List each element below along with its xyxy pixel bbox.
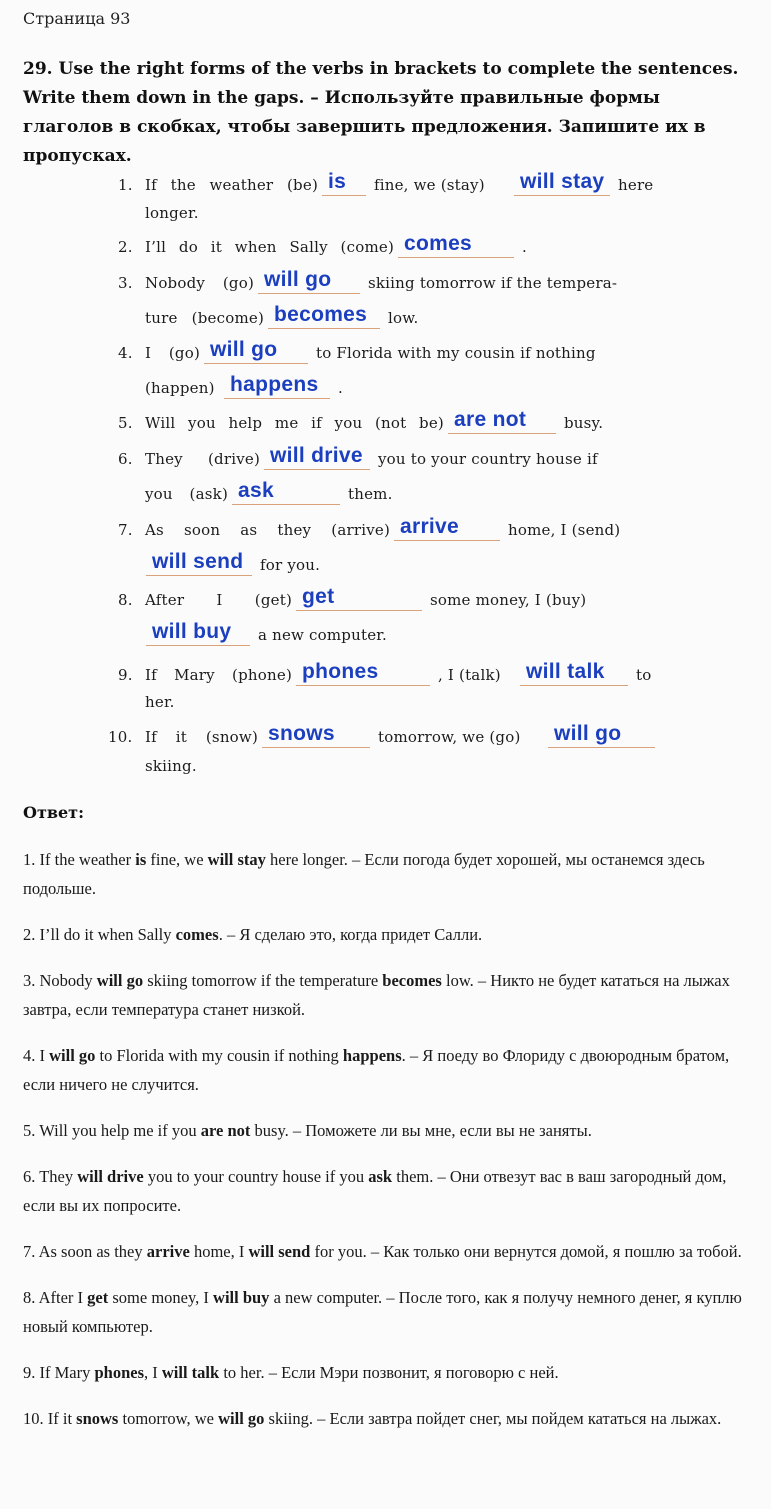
exercise-text: to Florida with my cousin if nothing [316, 344, 596, 362]
answer-verb-form: will go [49, 1046, 96, 1065]
page-number-label: Страница 93 [23, 9, 131, 28]
handwritten-answer: will drive [270, 444, 363, 467]
answer-verb-form: will go [96, 971, 144, 990]
exercise-text: low. [388, 309, 419, 327]
exercise-heading: 29. Use the right forms of the verbs in brackets to complete the sentences. Write them down in the gaps. – Используйте правильные формы глаголов в скобках, чтобы завершить предложения. Запишите их в пропусках. [23, 59, 739, 166]
answer-gap-line [146, 575, 252, 576]
exercise-text: , I (talk) [438, 666, 501, 684]
answer-gap-line [258, 293, 360, 294]
exercise-item-number: 4. [118, 344, 133, 362]
exercise-text: . [522, 238, 527, 256]
answer-text: . – Я поеду во Флориду с двоюродным братом, если ничего не случится. [23, 1046, 730, 1094]
answer-verb-form: arrive [146, 1242, 190, 1261]
answer-verb-form: are not [200, 1121, 251, 1140]
answer-gap-line [448, 433, 556, 434]
answer-sentence [23, 1116, 751, 1145]
answer-gap-line [394, 540, 500, 541]
exercise-text: Nobody (go) [145, 274, 254, 292]
answer-gap-line [264, 469, 370, 470]
handwritten-answer: phones [302, 660, 379, 683]
answer-sentence [23, 1283, 751, 1341]
answer-verb-form: will stay [207, 850, 266, 869]
answer-sentence [23, 1404, 751, 1433]
exercise-text: fine, we (stay) [374, 176, 485, 194]
answer-sentence [23, 1041, 751, 1099]
answer-text: fine, we [146, 850, 208, 869]
answer-gap-line [296, 685, 430, 686]
exercise-text: They (drive) [145, 450, 260, 468]
exercise-item-number: 1. [118, 176, 133, 194]
answer-verb-form: snows [76, 1409, 119, 1428]
answer-gap-line [232, 504, 340, 505]
exercise-item-number: 10. [108, 728, 133, 746]
answer-verb-form: happens [342, 1046, 402, 1065]
exercise-text: I’ll do it when Sally (come) [145, 238, 394, 256]
answer-text: 3. Nobody [23, 971, 97, 990]
answer-text: 8. After I [23, 1288, 88, 1307]
answer-text: skiing. – Если завтра пойдет снег, мы пойдем кататься на лыжах. [264, 1409, 722, 1428]
answer-verb-form: phones [94, 1363, 145, 1382]
exercise-text: a new computer. [258, 626, 387, 644]
exercise-text: skiing. [145, 757, 197, 775]
answer-gap-line [548, 747, 655, 748]
handwritten-answer: get [302, 585, 335, 608]
answer-text: here longer. – Если погода будет хорошей, мы останемся здесь подольше. [23, 850, 705, 898]
exercise-text: busy. [564, 414, 604, 432]
handwritten-answer: will go [554, 722, 622, 745]
answer-verb-form: is [135, 850, 147, 869]
answer-gap-line [322, 195, 366, 196]
answer-gap-line [262, 747, 370, 748]
answer-gap-line [296, 610, 422, 611]
exercise-text: longer. [145, 204, 199, 222]
answer-gap-line [398, 257, 514, 258]
exercise-text: her. [145, 693, 175, 711]
answer-text: a new computer. – После того, как я получу немного денег, я куплю новый компьютер. [23, 1288, 742, 1336]
handwritten-answer: will talk [526, 660, 605, 683]
exercise-text: you to your country house if [378, 450, 598, 468]
answer-verb-form: ask [368, 1167, 393, 1186]
answer-verb-form: will drive [77, 1167, 144, 1186]
answer-text: home, I [189, 1242, 249, 1261]
exercise-text: them. [348, 485, 393, 503]
answer-gap-line [146, 645, 250, 646]
handwritten-answer: happens [230, 373, 319, 396]
answer-gap-line [224, 398, 330, 399]
exercise-text: some money, I (buy) [430, 591, 587, 609]
exercise-text: here [618, 176, 654, 194]
answer-sentence [23, 845, 751, 903]
answer-sentence [23, 1162, 751, 1220]
exercise-text: . [338, 379, 343, 397]
answer-label: Ответ: [23, 803, 84, 822]
answer-verb-form: will talk [161, 1363, 220, 1382]
exercise-item-number: 9. [118, 666, 133, 684]
answer-verb-form: comes [175, 925, 219, 944]
handwritten-answer: will stay [520, 170, 605, 193]
answer-text: 10. If it [23, 1409, 77, 1428]
handwritten-answer: comes [404, 232, 473, 255]
answer-verb-form: will go [218, 1409, 265, 1428]
exercise-text: (happen) [145, 379, 215, 397]
answer-gap-line [204, 363, 308, 364]
answer-sentence [23, 920, 751, 949]
exercise-text: home, I (send) [508, 521, 621, 539]
answer-verb-form: will buy [213, 1288, 270, 1307]
handwritten-answer: are not [454, 408, 527, 431]
answer-text: busy. – Поможете ли вы мне, если вы не заняты. [250, 1121, 592, 1140]
answer-text: 4. I [23, 1046, 50, 1065]
answer-text: 9. If Mary [23, 1363, 95, 1382]
answer-list [23, 845, 751, 1450]
answer-gap-line [520, 685, 628, 686]
handwritten-answer: ask [238, 479, 274, 502]
exercise-text: I (go) [145, 344, 200, 362]
answer-text: skiing tomorrow if the temperature [143, 971, 383, 990]
answer-text: 5. Will you help me if you [23, 1121, 201, 1140]
answer-text: to Florida with my cousin if nothing [95, 1046, 343, 1065]
exercise-text: for you. [260, 556, 321, 574]
answer-text: for you. – Как только они вернутся домой, я пошлю за тобой. [310, 1242, 742, 1261]
answer-text: to her. – Если Мэри позвонит, я поговорю с ней. [219, 1363, 559, 1382]
exercise-text: skiing tomorrow if the tempera- [368, 274, 618, 292]
exercise-text: to [636, 666, 652, 684]
exercise-text: you (ask) [145, 485, 228, 503]
answer-text: , I [144, 1363, 162, 1382]
exercise-text: ture (become) [145, 309, 264, 327]
exercise-text: tomorrow, we (go) [378, 728, 521, 746]
exercise-text: If Mary (phone) [145, 666, 292, 684]
handwritten-answer: is [328, 170, 347, 193]
answer-text: you to your country house if you [143, 1167, 369, 1186]
answer-text: 6. They [23, 1167, 78, 1186]
handwritten-answer: arrive [400, 515, 460, 538]
answer-verb-form: will send [248, 1242, 311, 1261]
answer-text: 7. As soon as they [23, 1242, 147, 1261]
exercise-item-number: 2. [118, 238, 133, 256]
answer-text: them. – Они отвезут вас в ваш загородный дом, если вы их попросите. [23, 1167, 727, 1215]
answer-text: 2. I’ll do it when Sally [23, 925, 176, 944]
answer-text: . – Я сделаю это, когда придет Салли. [218, 925, 483, 944]
handwritten-answer: becomes [274, 303, 368, 326]
answer-sentence [23, 1358, 751, 1387]
exercise-item-number: 6. [118, 450, 133, 468]
exercise-text: If the weather (be) [145, 176, 318, 194]
answer-text: 1. If the weather [23, 850, 136, 869]
exercise-item-number: 5. [118, 414, 133, 432]
exercise-text: If it (snow) [145, 728, 258, 746]
exercise-item-number: 7. [118, 521, 133, 539]
handwritten-answer: will go [264, 268, 332, 291]
answer-sentence [23, 966, 751, 1024]
handwritten-answer: will go [210, 338, 278, 361]
answer-text: some money, I [108, 1288, 214, 1307]
handwritten-answer: snows [268, 722, 335, 745]
answer-verb-form: get [87, 1288, 109, 1307]
answer-verb-form: becomes [382, 971, 442, 990]
answer-text: low. – Никто не будет кататься на лыжах завтра, если температура станет низкой. [23, 971, 730, 1019]
handwritten-answer: will send [152, 550, 244, 573]
answer-gap-line [514, 195, 610, 196]
answer-gap-line [268, 328, 380, 329]
exercise-text: After I (get) [145, 591, 292, 609]
answer-text: tomorrow, we [118, 1409, 219, 1428]
answer-sentence [23, 1237, 751, 1266]
exercise-text: Will you help me if you (not be) [145, 414, 444, 432]
handwritten-answer: will buy [152, 620, 232, 643]
exercise-item-number: 3. [118, 274, 133, 292]
exercise-item-number: 8. [118, 591, 133, 609]
exercise-text: As soon as they (arrive) [145, 521, 390, 539]
